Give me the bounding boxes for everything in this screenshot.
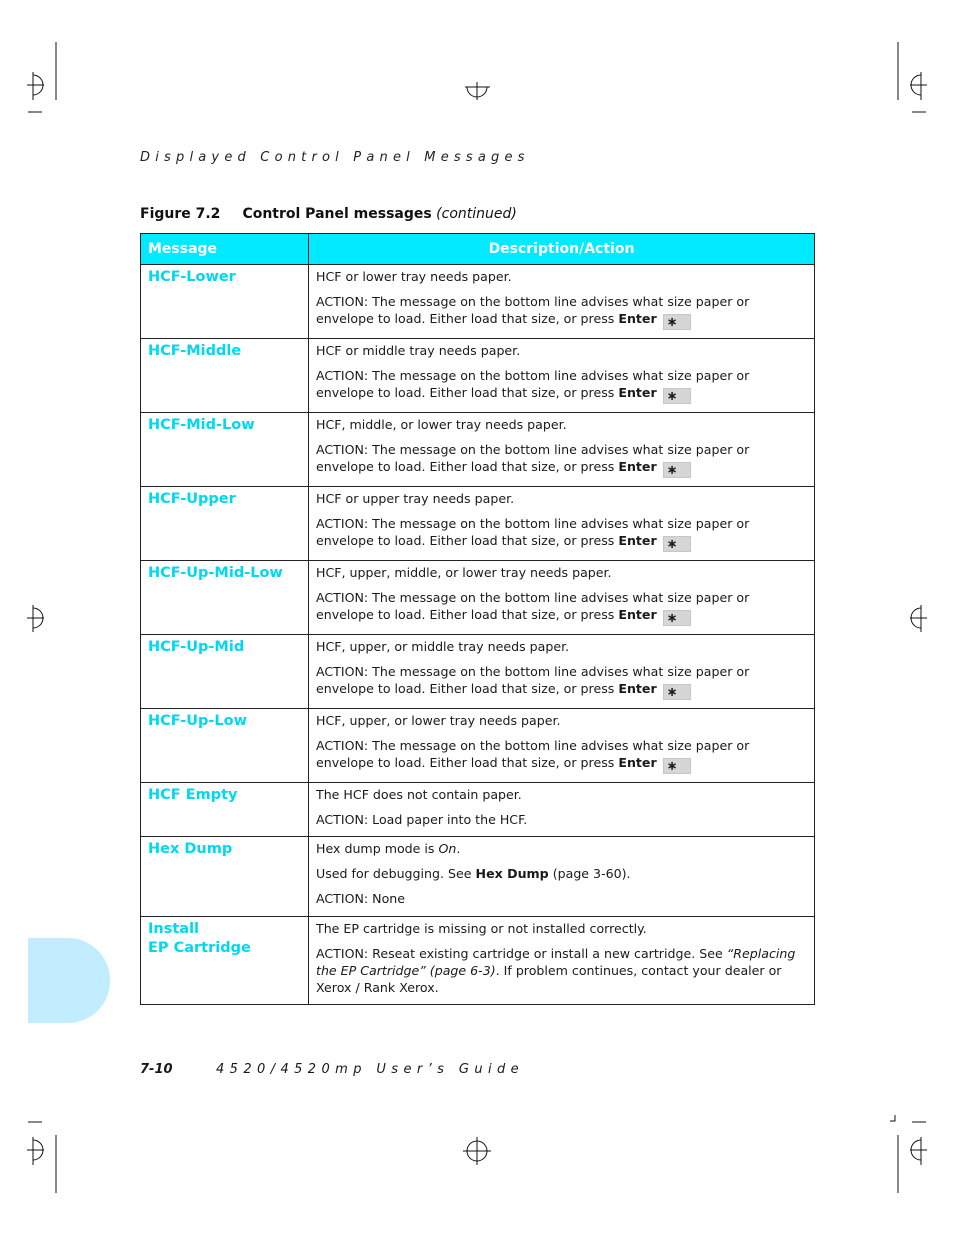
action-text: ACTION: Reseat existing cartridge or install a new cartridge. See “Replacing the EP Cartridge” (page 6-3). If problem continues, contact your dealer or Xerox / Rank Xerox. bbox=[316, 946, 796, 995]
enter-key-label: Enter bbox=[618, 385, 657, 400]
description-cell bbox=[309, 339, 815, 413]
figure-number: Figure 7.2 bbox=[140, 206, 221, 222]
table-row bbox=[141, 487, 815, 561]
description-text: HCF, upper, middle, or lower tray needs paper. bbox=[316, 565, 612, 580]
table-row bbox=[141, 837, 815, 917]
description-cell bbox=[309, 917, 815, 1005]
action-text: ACTION: The message on the bottom line advises what size paper or envelope to load. Either load that size, or press Enter ∗ bbox=[316, 368, 750, 404]
description-cell bbox=[309, 635, 815, 709]
enter-key-label: Enter bbox=[618, 459, 657, 474]
table-row bbox=[141, 561, 815, 635]
action-text: ACTION: The message on the bottom line advises what size paper or envelope to load. Either load that size, or press Enter ∗ bbox=[316, 590, 750, 626]
message-name: HCF-Lower bbox=[141, 265, 309, 339]
message-name: HCF-Middle bbox=[141, 339, 309, 413]
description-text: HCF or middle tray needs paper. bbox=[316, 343, 521, 358]
star-key-icon: ∗ bbox=[663, 684, 691, 700]
column-header-message: Message bbox=[141, 234, 309, 265]
message-name: HCF-Up-Mid bbox=[141, 635, 309, 709]
table-row bbox=[141, 339, 815, 413]
message-name: Hex Dump bbox=[141, 837, 309, 917]
description-text: The EP cartridge is missing or not installed correctly. bbox=[316, 921, 647, 936]
table-row bbox=[141, 413, 815, 487]
action-text: ACTION: None bbox=[316, 891, 406, 906]
action-text: ACTION: The message on the bottom line advises what size paper or envelope to load. Either load that size, or press Enter ∗ bbox=[316, 442, 750, 478]
guide-title: 4520/4520mp User’s Guide bbox=[216, 1062, 525, 1077]
table-row bbox=[141, 917, 815, 1005]
action-text: ACTION: The message on the bottom line advises what size paper or envelope to load. Either load that size, or press Enter ∗ bbox=[316, 516, 750, 552]
description-cell bbox=[309, 265, 815, 339]
table-row bbox=[141, 783, 815, 837]
action-text: ACTION: Load paper into the HCF. bbox=[316, 812, 528, 827]
table-row bbox=[141, 635, 815, 709]
messages-table bbox=[140, 233, 815, 1005]
message-name: HCF-Up-Mid-Low bbox=[141, 561, 309, 635]
star-key-icon: ∗ bbox=[663, 388, 691, 404]
description-cell bbox=[309, 837, 815, 917]
description-cell bbox=[309, 413, 815, 487]
enter-key-label: Enter bbox=[618, 755, 657, 770]
message-name: Install EP Cartridge bbox=[141, 917, 309, 1005]
description-text: HCF, middle, or lower tray needs paper. bbox=[316, 417, 567, 432]
page-number: 7-10 bbox=[140, 1062, 173, 1077]
enter-key-label: Enter bbox=[618, 681, 657, 696]
table-header-row bbox=[141, 234, 815, 265]
mode-value: On bbox=[438, 841, 457, 856]
star-key-icon: ∗ bbox=[663, 758, 691, 774]
description-text: HCF or lower tray needs paper. bbox=[316, 269, 512, 284]
figure-caption bbox=[140, 206, 517, 222]
table-row bbox=[141, 709, 815, 783]
star-key-icon: ∗ bbox=[663, 462, 691, 478]
message-name: HCF-Upper bbox=[141, 487, 309, 561]
description-text: HCF, upper, or middle tray needs paper. bbox=[316, 639, 570, 654]
description-text: Hex dump mode is On. bbox=[316, 841, 461, 856]
description-cell bbox=[309, 561, 815, 635]
description-cell bbox=[309, 709, 815, 783]
column-header-description: Description/Action bbox=[309, 234, 815, 265]
figure-continued: (continued) bbox=[436, 206, 517, 222]
enter-key-label: Enter bbox=[618, 607, 657, 622]
message-name: HCF-Mid-Low bbox=[141, 413, 309, 487]
action-text: ACTION: The message on the bottom line advises what size paper or envelope to load. Either load that size, or press Enter ∗ bbox=[316, 738, 750, 774]
figure-title: Control Panel messages bbox=[242, 206, 432, 222]
action-text: ACTION: The message on the bottom line advises what size paper or envelope to load. Either load that size, or press Enter ∗ bbox=[316, 294, 750, 330]
description-text: HCF or upper tray needs paper. bbox=[316, 491, 515, 506]
hex-dump-link[interactable]: Hex Dump bbox=[475, 866, 549, 881]
chapter-tab bbox=[28, 938, 110, 1023]
description-cell bbox=[309, 487, 815, 561]
star-key-icon: ∗ bbox=[663, 314, 691, 330]
enter-key-label: Enter bbox=[618, 311, 657, 326]
description-cell bbox=[309, 783, 815, 837]
replacing-ep-cartridge-link[interactable]: “Replacing the EP Cartridge” (page 6-3) bbox=[316, 946, 796, 978]
star-key-icon: ∗ bbox=[663, 610, 691, 626]
enter-key-label: Enter bbox=[618, 533, 657, 548]
reference-text: Used for debugging. See Hex Dump (page 3-60). bbox=[316, 866, 631, 881]
description-text: The HCF does not contain paper. bbox=[316, 787, 522, 802]
table-row bbox=[141, 265, 815, 339]
running-header: Displayed Control Panel Messages bbox=[140, 150, 530, 165]
star-key-icon: ∗ bbox=[663, 536, 691, 552]
description-text: HCF, upper, or lower tray needs paper. bbox=[316, 713, 561, 728]
message-name: HCF Empty bbox=[141, 783, 309, 837]
message-name: HCF-Up-Low bbox=[141, 709, 309, 783]
action-text: ACTION: The message on the bottom line advises what size paper or envelope to load. Either load that size, or press Enter ∗ bbox=[316, 664, 750, 700]
